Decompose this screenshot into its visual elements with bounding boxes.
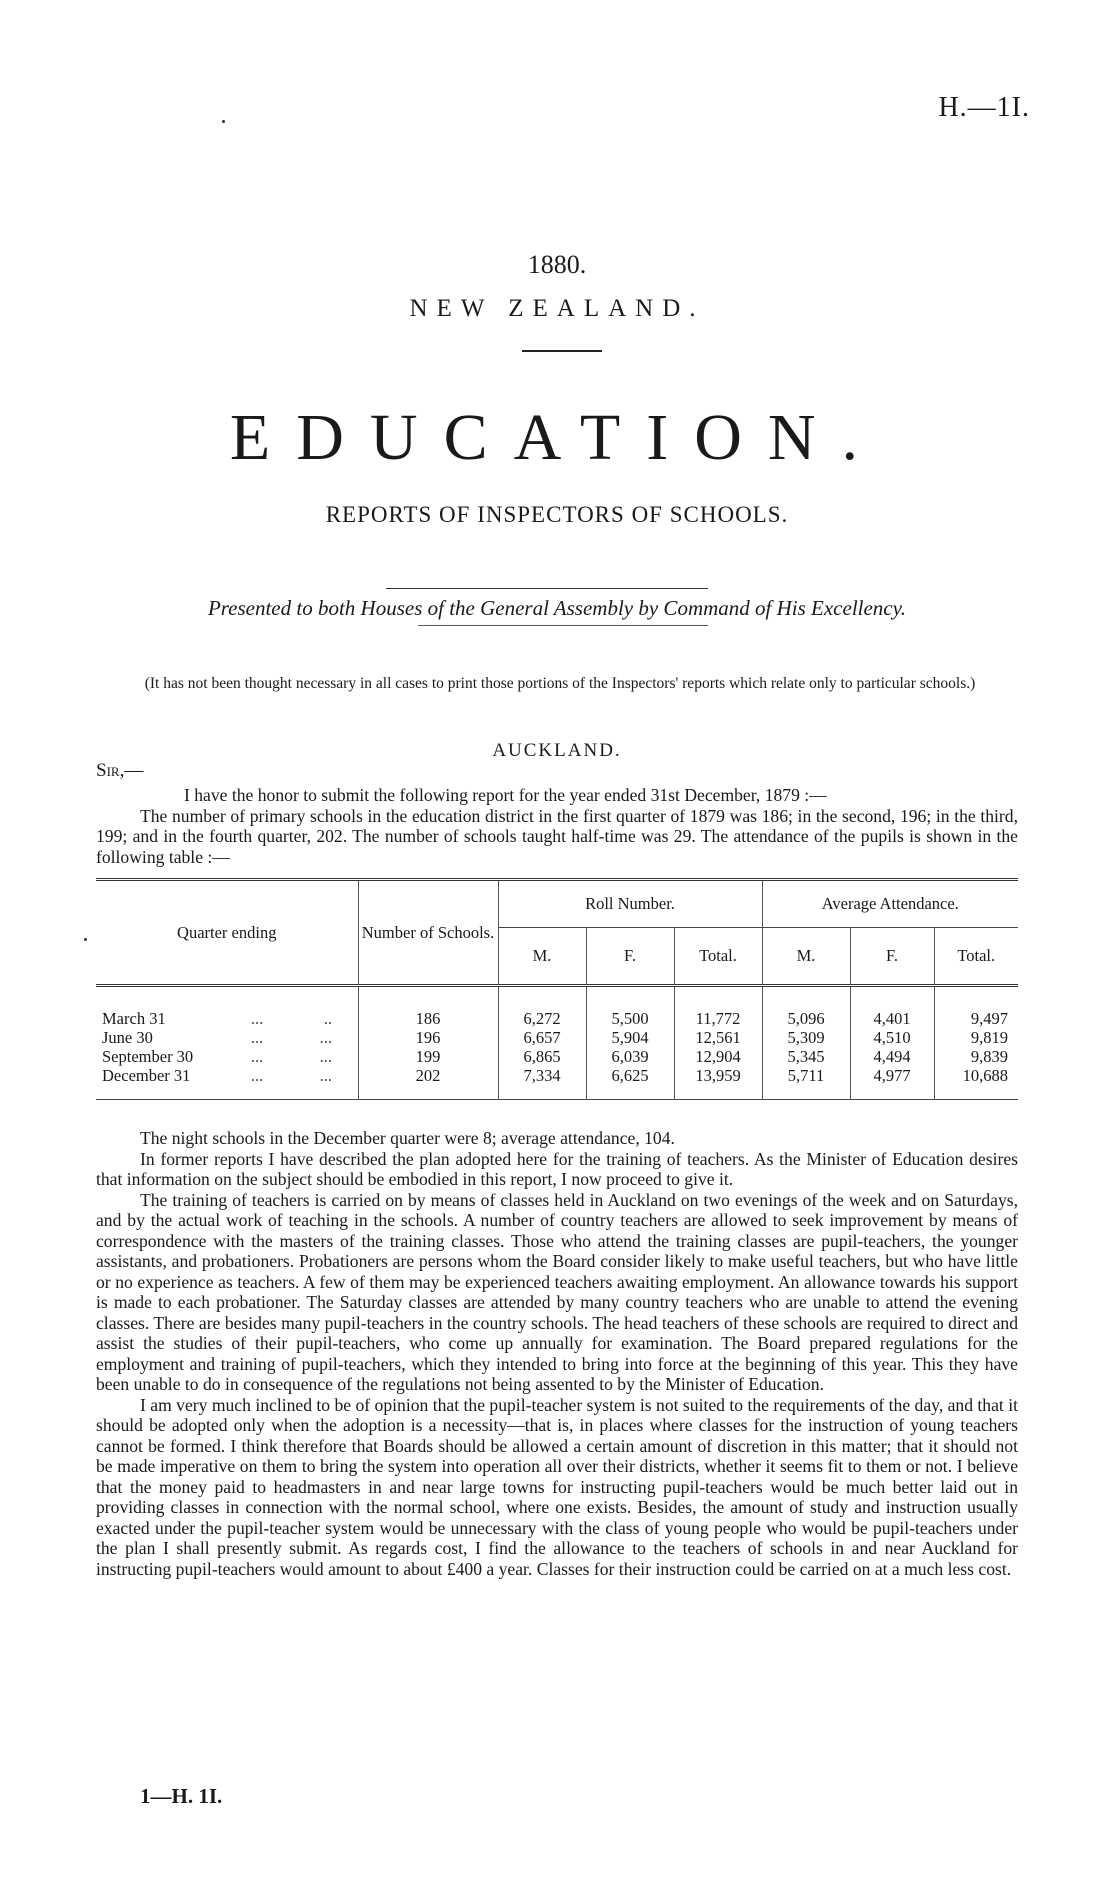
leader-dots: ... [319, 1047, 332, 1066]
leader-dots: .. [323, 1009, 332, 1028]
paragraph: In former reports I have described the plan adopted here for the training of teachers. As the Minister of Education desires that information on the subject should be embodied in this report, I now proceed to give it. [96, 1148, 1018, 1189]
country-heading: NEW ZEALAND. [409, 295, 705, 322]
quarter-label: September 30 [102, 1047, 194, 1066]
roll-f-cell: 6,039 [586, 1047, 674, 1066]
avg-total-cell: 9,497 [934, 1009, 1018, 1028]
header-roll-number: Roll Number. [498, 880, 762, 928]
paragraph: The training of teachers is carried on by means of classes held in Auckland on two evenings of the week and on Saturdays, and by the actual work of teaching in the schools. A number of country teachers are allowed to seek improvement by means of correspondence with the masters of the training classes. Those who attend the training classes are pupil-teachers, the younger assistants, and probationers. Probationers are persons whom the Board consider likely to make useful teachers, but who have little or no experience as teachers. A few of them may be experienced teachers awaiting employment. An allowance towards his support is made to each probationer. The Saturday classes are attended by many country teachers who are unable to attend the evening classes. There are besides many pupil-teachers in the country schools. The head teachers of these schools are required to direct and assist the studies of their pupil-teachers, who come up annually for examination. The Board prepared regulations for the employment and training of pupil-teachers, which they intended to bring into force at the beginning of this year. This they have been unable to do in consequence of the regulations not being assented to by the Minister of Education. [96, 1189, 1018, 1394]
roll-f-cell: 6,625 [586, 1066, 674, 1100]
document-title: EDUCATION. [229, 401, 885, 474]
avg-total-cell: 10,688 [934, 1066, 1018, 1100]
paragraph: The night schools in the December quarter were 8; average attendance, 104. [140, 1128, 675, 1148]
avg-f-cell: 4,510 [850, 1028, 934, 1047]
avg-f-cell: 4,401 [850, 1009, 934, 1028]
page-signature: 1—H. 1I. [140, 1784, 223, 1808]
header-number-of-schools: Number of Schools. [358, 880, 498, 986]
quarter-cell [96, 1009, 358, 1028]
print-speck [84, 938, 87, 941]
table-row [96, 1047, 1018, 1066]
roll-m-cell: 7,334 [498, 1066, 586, 1100]
paragraph: I have the honor to submit the following report for the year ended 31st December, 1879 :— [184, 785, 827, 805]
divider-rule [522, 350, 602, 352]
avg-total-cell: 9,839 [934, 1047, 1018, 1066]
roll-m-cell: 6,272 [498, 1009, 586, 1028]
quarter-cell [96, 1066, 358, 1100]
report-body [96, 1128, 1018, 1579]
leader-dots: ... [319, 1066, 332, 1085]
quarter-cell [96, 1028, 358, 1047]
leader-dots: ... [250, 1066, 264, 1085]
schools-cell: 186 [358, 1009, 498, 1028]
avg-m-cell: 5,711 [762, 1066, 850, 1100]
page-identifier: H.—1I. [938, 92, 1030, 123]
presentation-line: Presented to both Houses of the General Assembly by Command of His Excellency. [207, 596, 907, 620]
attendance-table [96, 878, 1018, 1100]
table-row [96, 1066, 1018, 1100]
print-speck [222, 120, 225, 123]
divider-rule [386, 588, 708, 589]
leader-dots: ... [250, 1028, 264, 1047]
salutation: Sir,— [96, 760, 144, 781]
leader-dots: ... [319, 1028, 332, 1047]
paragraph: The number of primary schools in the education district in the first quarter of 1879 was 186; in the second, 196; in the third, 199; and in the fourth quarter, 202. The number of schools taught half-time was 29. The attendance of the pupils is shown in the following table :— [96, 805, 1018, 867]
roll-total-cell: 13,959 [674, 1066, 762, 1100]
header-avg-m: M. [762, 928, 850, 986]
leader-dots: ... [250, 1009, 264, 1028]
quarter-label: June 30 [102, 1028, 153, 1047]
schools-cell: 202 [358, 1066, 498, 1100]
avg-m-cell: 5,345 [762, 1047, 850, 1066]
header-avg-f: F. [850, 928, 934, 986]
roll-m-cell: 6,865 [498, 1047, 586, 1066]
avg-m-cell: 5,309 [762, 1028, 850, 1047]
quarter-cell [96, 1047, 358, 1066]
paragraph: I am very much inclined to be of opinion that the pupil-teacher system is not suited to the requirements of the day, and that it should be adopted only when the adoption is a necessity—that is, in places where classes for the instruction of young teachers cannot be formed. I think therefore that Boards should be allowed a certain amount of discretion in this matter; that it should not be made imperative on them to bring the system into operation all over their districts, whether it seems fit to them or not. I believe that the money paid to headmasters in and near large towns for instructing pupil-teachers would be much better laid out in providing classes in connection with the normal school, where one exists. Besides, the amount of study and instruction usually exacted under the pupil-teacher system would be unnecessary with the class of young people who would be pupil-teachers under the plan I shall presently submit. As regards cost, I find the allowance to the teachers of schools in and near Auckland for instructing pupil-teachers would amount to about £400 a year. Classes for their instruction could be carried on at a much less cost. [96, 1394, 1018, 1579]
district-heading: AUCKLAND. [492, 740, 622, 761]
avg-f-cell: 4,977 [850, 1066, 934, 1100]
header-roll-m: M. [498, 928, 586, 986]
avg-m-cell: 5,096 [762, 1009, 850, 1028]
roll-total-cell: 12,561 [674, 1028, 762, 1047]
leader-dots: ... [250, 1047, 264, 1066]
roll-f-cell: 5,904 [586, 1028, 674, 1047]
table-row [96, 1028, 1018, 1047]
roll-f-cell: 5,500 [586, 1009, 674, 1028]
header-roll-f: F. [586, 928, 674, 986]
header-roll-total: Total. [674, 928, 762, 986]
header-average-attendance: Average Attendance. [762, 880, 1018, 928]
document-subtitle: REPORTS OF INSPECTORS OF SCHOOLS. [325, 502, 789, 527]
table-row [96, 1009, 1018, 1028]
editorial-note: (It has not been thought necessary in all cases to print those portions of the Inspectors' reports which relate only to particular schools.) [144, 675, 976, 692]
avg-f-cell: 4,494 [850, 1047, 934, 1066]
quarter-label: March 31 [102, 1009, 166, 1028]
schools-cell: 196 [358, 1028, 498, 1047]
roll-m-cell: 6,657 [498, 1028, 586, 1047]
header-quarter-ending: Quarter ending [96, 880, 358, 986]
intro-section [96, 785, 1018, 867]
divider-rule [418, 625, 708, 626]
header-avg-total: Total. [934, 928, 1018, 986]
roll-total-cell: 12,904 [674, 1047, 762, 1066]
quarter-label: December 31 [102, 1066, 191, 1085]
roll-total-cell: 11,772 [674, 1009, 762, 1028]
schools-cell: 199 [358, 1047, 498, 1066]
document-year: 1880. [527, 250, 587, 279]
avg-total-cell: 9,819 [934, 1028, 1018, 1047]
